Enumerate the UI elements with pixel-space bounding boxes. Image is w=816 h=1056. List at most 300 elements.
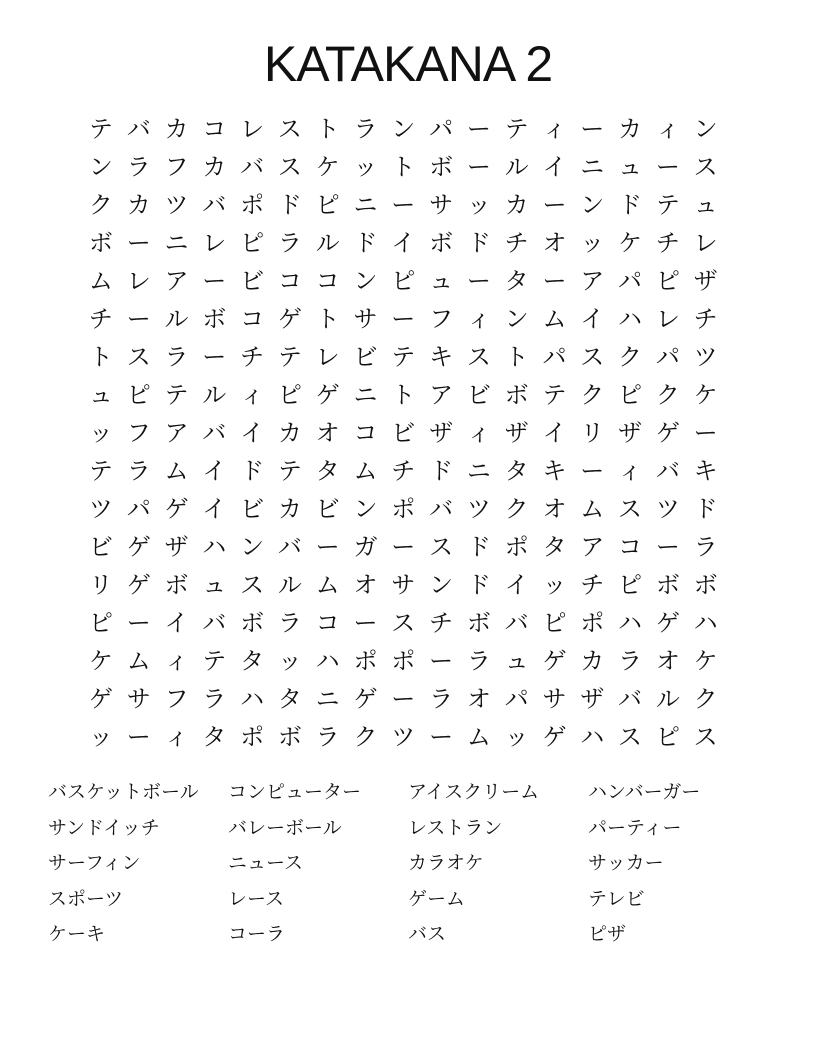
- grid-cell: ポ: [391, 647, 416, 675]
- grid-cell: リ: [88, 571, 113, 599]
- grid-cell: ツ: [88, 495, 113, 523]
- grid-cell: テ: [164, 381, 189, 409]
- grid-cell: ッ: [580, 229, 605, 257]
- grid-cell: ツ: [391, 723, 416, 751]
- grid-cell: バ: [504, 609, 529, 637]
- grid-cell: ス: [618, 495, 643, 523]
- grid-cell: ッ: [353, 153, 378, 181]
- grid-cell: ラ: [126, 153, 151, 181]
- grid-cell: チ: [504, 229, 529, 257]
- grid-cell: ム: [542, 305, 567, 333]
- grid-cell: ビ: [240, 267, 265, 295]
- grid-cell: バ: [240, 153, 265, 181]
- grid-cell: ザ: [504, 419, 529, 447]
- grid-cell: パ: [655, 343, 680, 371]
- grid-cell: ー: [126, 609, 151, 637]
- grid-cell: テ: [391, 343, 416, 371]
- grid-cell: ボ: [429, 153, 454, 181]
- grid-cell: チ: [240, 343, 265, 371]
- word-list-item: ピザ: [588, 923, 627, 945]
- word-search-grid: [82, 110, 725, 756]
- grid-cell: ト: [88, 343, 113, 371]
- grid-cell: サ: [391, 571, 416, 599]
- grid-cell: ー: [202, 267, 227, 295]
- grid-cell: サ: [126, 685, 151, 713]
- grid-cell: オ: [466, 685, 491, 713]
- grid-cell: ス: [693, 723, 718, 751]
- grid-cell: ピ: [88, 609, 113, 637]
- grid-cell: ク: [580, 381, 605, 409]
- grid-cell: ニ: [164, 229, 189, 257]
- grid-cell: ル: [504, 153, 529, 181]
- grid-cell: コ: [353, 419, 378, 447]
- grid-cell: ラ: [126, 457, 151, 485]
- grid-cell: カ: [126, 191, 151, 219]
- grid-cell: ゲ: [655, 609, 680, 637]
- grid-cell: ン: [240, 533, 265, 561]
- grid-cell: イ: [391, 229, 416, 257]
- grid-cell: サ: [542, 685, 567, 713]
- grid-cell: ゲ: [542, 723, 567, 751]
- grid-cell: ル: [202, 381, 227, 409]
- grid-cell: ラ: [618, 647, 643, 675]
- grid-cell: ス: [277, 153, 302, 181]
- grid-cell: イ: [240, 419, 265, 447]
- grid-cell: ュ: [618, 153, 643, 181]
- grid-cell: キ: [429, 343, 454, 371]
- grid-cell: ー: [429, 723, 454, 751]
- grid-cell: テ: [88, 115, 113, 143]
- grid-cell: ュ: [504, 647, 529, 675]
- grid-cell: カ: [504, 191, 529, 219]
- grid-cell: ボ: [504, 381, 529, 409]
- grid-cell: ク: [504, 495, 529, 523]
- grid-cell: コ: [618, 533, 643, 561]
- word-list-item: ケーキ: [48, 923, 106, 945]
- grid-cell: ッ: [88, 419, 113, 447]
- grid-cell: ュ: [693, 191, 718, 219]
- grid-cell: タ: [315, 457, 340, 485]
- grid-cell: ー: [126, 723, 151, 751]
- grid-cell: ン: [353, 495, 378, 523]
- grid-cell: ン: [504, 305, 529, 333]
- grid-cell: バ: [618, 685, 643, 713]
- grid-cell: ニ: [315, 685, 340, 713]
- grid-cell: ィ: [240, 381, 265, 409]
- grid-cell: ケ: [693, 647, 718, 675]
- grid-cell: チ: [88, 305, 113, 333]
- grid-cell: ル: [277, 571, 302, 599]
- grid-cell: ー: [391, 305, 416, 333]
- grid-cell: ピ: [655, 267, 680, 295]
- grid-cell: ア: [164, 419, 189, 447]
- grid-cell: ル: [315, 229, 340, 257]
- grid-cell: ラ: [693, 533, 718, 561]
- grid-cell: イ: [542, 153, 567, 181]
- grid-cell: ー: [580, 115, 605, 143]
- grid-cell: ク: [88, 191, 113, 219]
- grid-cell: ハ: [315, 647, 340, 675]
- grid-cell: ラ: [164, 343, 189, 371]
- grid-cell: ラ: [429, 685, 454, 713]
- grid-cell: ケ: [618, 229, 643, 257]
- grid-cell: ボ: [466, 609, 491, 637]
- grid-cell: イ: [580, 305, 605, 333]
- grid-cell: レ: [240, 115, 265, 143]
- grid-cell: ピ: [618, 381, 643, 409]
- grid-cell: キ: [693, 457, 718, 485]
- grid-cell: ザ: [164, 533, 189, 561]
- grid-cell: ラ: [202, 685, 227, 713]
- word-list-item: ゲーム: [408, 887, 466, 910]
- grid-cell: バ: [202, 419, 227, 447]
- grid-cell: ン: [429, 571, 454, 599]
- grid-cell: ゲ: [542, 647, 567, 675]
- grid-cell: ビ: [466, 381, 491, 409]
- grid-cell: タ: [277, 685, 302, 713]
- grid-cell: ド: [618, 191, 643, 219]
- worksheet-title: KATAKANA 2: [263, 36, 553, 92]
- grid-cell: ピ: [655, 723, 680, 751]
- grid-cell: ラ: [277, 229, 302, 257]
- grid-cell: ン: [391, 115, 416, 143]
- grid-cell: ー: [391, 685, 416, 713]
- grid-cell: ニ: [353, 191, 378, 219]
- grid-cell: ム: [580, 495, 605, 523]
- grid-cell: ス: [277, 115, 302, 143]
- grid-cell: ッ: [504, 723, 529, 751]
- grid-cell: ス: [466, 343, 491, 371]
- grid-cell: ィ: [466, 305, 491, 333]
- grid-cell: バ: [655, 457, 680, 485]
- word-list-item: テレビ: [588, 887, 645, 910]
- grid-cell: ビ: [391, 419, 416, 447]
- grid-cell: ー: [655, 153, 680, 181]
- grid-cell: ド: [466, 229, 491, 257]
- grid-cell: ポ: [504, 533, 529, 561]
- grid-cell: ー: [542, 267, 567, 295]
- grid-cell: ュ: [429, 267, 454, 295]
- grid-cell: ボ: [429, 229, 454, 257]
- grid-cell: ハ: [618, 305, 643, 333]
- word-list-item: サッカー: [588, 852, 664, 874]
- grid-cell: ニ: [580, 153, 605, 181]
- grid-cell: ハ: [618, 609, 643, 637]
- grid-cell: フ: [164, 685, 189, 713]
- grid-cell: ゲ: [353, 685, 378, 713]
- grid-cell: ケ: [315, 153, 340, 181]
- grid-cell: ラ: [353, 115, 378, 143]
- grid-cell: ト: [504, 343, 529, 371]
- grid-cell: チ: [429, 609, 454, 637]
- grid-cell: コ: [240, 305, 265, 333]
- grid-cell: ル: [655, 685, 680, 713]
- grid-cell: フ: [429, 305, 454, 333]
- grid-cell: ム: [353, 457, 378, 485]
- grid-cell: ィ: [542, 115, 567, 143]
- grid-cell: ピ: [126, 381, 151, 409]
- word-list-item: バス: [408, 923, 447, 945]
- grid-cell: ボ: [655, 571, 680, 599]
- grid-cell: タ: [504, 457, 529, 485]
- grid-cell: ド: [277, 191, 302, 219]
- grid-cell: ニ: [466, 457, 491, 485]
- grid-cell: ス: [429, 533, 454, 561]
- grid-cell: バ: [126, 115, 151, 143]
- grid-cell: ゲ: [126, 533, 151, 561]
- grid-cell: オ: [315, 419, 340, 447]
- grid-cell: テ: [504, 115, 529, 143]
- grid-cell: ラ: [466, 647, 491, 675]
- grid-cell: フ: [164, 153, 189, 181]
- grid-cell: ザ: [618, 419, 643, 447]
- grid-cell: ー: [429, 647, 454, 675]
- grid-cell: ー: [542, 191, 567, 219]
- grid-cell: ー: [391, 533, 416, 561]
- grid-cell: ト: [315, 305, 340, 333]
- grid-cell: バ: [202, 609, 227, 637]
- word-list-item: レース: [228, 887, 285, 910]
- grid-cell: ポ: [391, 495, 416, 523]
- grid-cell: イ: [542, 419, 567, 447]
- grid-cell: ゲ: [126, 571, 151, 599]
- grid-cell: ビ: [315, 495, 340, 523]
- grid-cell: ゲ: [88, 685, 113, 713]
- grid-cell: ッ: [88, 723, 113, 751]
- grid-cell: ッ: [277, 647, 302, 675]
- grid-cell: テ: [542, 381, 567, 409]
- grid-cell: パ: [429, 115, 454, 143]
- grid-cell: ザ: [693, 267, 718, 295]
- grid-cell: パ: [126, 495, 151, 523]
- grid-cell: ー: [466, 153, 491, 181]
- grid-cell: カ: [164, 115, 189, 143]
- grid-cell: カ: [580, 647, 605, 675]
- grid-cell: コ: [315, 609, 340, 637]
- grid-cell: ン: [580, 191, 605, 219]
- grid-cell: ポ: [240, 191, 265, 219]
- word-list-item: サーフィン: [48, 852, 141, 874]
- grid-cell: チ: [391, 457, 416, 485]
- grid-cell: チ: [580, 571, 605, 599]
- grid-cell: カ: [277, 419, 302, 447]
- grid-cell: ゲ: [164, 495, 189, 523]
- grid-cell: チ: [655, 229, 680, 257]
- grid-cell: ハ: [202, 533, 227, 561]
- grid-cell: ピ: [240, 229, 265, 257]
- grid-cell: ー: [391, 191, 416, 219]
- grid-cell: ス: [580, 343, 605, 371]
- grid-cell: パ: [542, 343, 567, 371]
- grid-cell: ー: [315, 533, 340, 561]
- grid-cell: ド: [466, 533, 491, 561]
- grid-cell: ッ: [466, 191, 491, 219]
- grid-cell: ツ: [164, 191, 189, 219]
- word-list-item: ニュース: [228, 852, 304, 874]
- grid-cell: レ: [126, 267, 151, 295]
- grid-cell: ツ: [466, 495, 491, 523]
- grid-cell: ポ: [580, 609, 605, 637]
- grid-cell: オ: [655, 647, 680, 675]
- grid-cell: ガ: [353, 533, 378, 561]
- grid-cell: ー: [466, 115, 491, 143]
- grid-cell: タ: [504, 267, 529, 295]
- word-list-item: コーラ: [228, 923, 286, 945]
- grid-cell: レ: [202, 229, 227, 257]
- grid-cell: ィ: [164, 647, 189, 675]
- word-list-item: アイスクリーム: [408, 781, 540, 803]
- grid-cell: ピ: [391, 267, 416, 295]
- grid-cell: リ: [580, 419, 605, 447]
- grid-cell: カ: [618, 115, 643, 143]
- grid-cell: ボ: [240, 609, 265, 637]
- grid-cell: ア: [429, 381, 454, 409]
- grid-cell: ド: [693, 495, 718, 523]
- grid-cell: ゲ: [315, 381, 340, 409]
- grid-cell: ア: [580, 267, 605, 295]
- grid-cell: ハ: [240, 685, 265, 713]
- grid-cell: カ: [202, 153, 227, 181]
- grid-cell: ビ: [88, 533, 113, 561]
- grid-cell: ビ: [240, 495, 265, 523]
- grid-cell: ム: [126, 647, 151, 675]
- grid-cell: ー: [466, 267, 491, 295]
- grid-cell: サ: [353, 305, 378, 333]
- grid-cell: ビ: [353, 343, 378, 371]
- grid-cell: タ: [202, 723, 227, 751]
- grid-cell: ン: [88, 153, 113, 181]
- grid-cell: イ: [202, 495, 227, 523]
- grid-cell: ピ: [315, 191, 340, 219]
- word-list-item: サンドイッチ: [48, 816, 160, 839]
- word-list-item: レストラン: [408, 816, 503, 839]
- grid-cell: バ: [202, 191, 227, 219]
- grid-cell: ボ: [277, 723, 302, 751]
- grid-cell: タ: [240, 647, 265, 675]
- grid-cell: オ: [542, 495, 567, 523]
- grid-cell: コ: [315, 267, 340, 295]
- grid-cell: ハ: [580, 723, 605, 751]
- grid-cell: ト: [315, 115, 340, 143]
- grid-cell: コ: [277, 267, 302, 295]
- grid-cell: カ: [277, 495, 302, 523]
- grid-cell: ク: [618, 343, 643, 371]
- grid-cell: ン: [693, 115, 718, 143]
- grid-cell: バ: [277, 533, 302, 561]
- grid-cell: ー: [126, 229, 151, 257]
- word-list-item: バレーボール: [228, 816, 342, 839]
- grid-cell: ス: [391, 609, 416, 637]
- grid-cell: ニ: [353, 381, 378, 409]
- grid-cell: イ: [504, 571, 529, 599]
- grid-cell: ー: [126, 305, 151, 333]
- grid-cell: パ: [504, 685, 529, 713]
- grid-cell: ー: [353, 609, 378, 637]
- grid-cell: ィ: [655, 115, 680, 143]
- grid-cell: ラ: [315, 723, 340, 751]
- grid-cell: ク: [353, 723, 378, 751]
- grid-cell: チ: [693, 305, 718, 333]
- grid-cell: テ: [277, 343, 302, 371]
- grid-cell: テ: [277, 457, 302, 485]
- grid-cell: ラ: [277, 609, 302, 637]
- grid-cell: パ: [618, 267, 643, 295]
- grid-cell: テ: [202, 647, 227, 675]
- grid-cell: バ: [429, 495, 454, 523]
- grid-cell: イ: [164, 609, 189, 637]
- grid-cell: ゲ: [655, 419, 680, 447]
- grid-cell: ス: [126, 343, 151, 371]
- grid-cell: ム: [88, 267, 113, 295]
- grid-cell: ト: [391, 381, 416, 409]
- grid-cell: オ: [353, 571, 378, 599]
- grid-cell: ル: [164, 305, 189, 333]
- grid-cell: レ: [315, 343, 340, 371]
- grid-cell: ポ: [240, 723, 265, 751]
- grid-cell: ー: [580, 457, 605, 485]
- grid-cell: ク: [693, 685, 718, 713]
- grid-cell: ザ: [580, 685, 605, 713]
- grid-cell: ポ: [353, 647, 378, 675]
- grid-cell: ハ: [693, 609, 718, 637]
- grid-cell: ア: [164, 267, 189, 295]
- grid-cell: ケ: [693, 381, 718, 409]
- grid-cell: ド: [466, 571, 491, 599]
- grid-cell: フ: [126, 419, 151, 447]
- grid-cell: ピ: [277, 381, 302, 409]
- grid-cell: ボ: [693, 571, 718, 599]
- grid-cell: キ: [542, 457, 567, 485]
- grid-cell: ー: [202, 343, 227, 371]
- grid-cell: ー: [655, 533, 680, 561]
- word-list-item: バスケットボール: [48, 781, 199, 803]
- grid-cell: ツ: [693, 343, 718, 371]
- grid-cell: ム: [466, 723, 491, 751]
- word-list-item: パーティー: [588, 816, 682, 839]
- grid-cell: ド: [353, 229, 378, 257]
- grid-cell: ケ: [88, 647, 113, 675]
- grid-cell: ス: [693, 153, 718, 181]
- grid-cell: ア: [580, 533, 605, 561]
- grid-cell: サ: [429, 191, 454, 219]
- grid-cell: ィ: [618, 457, 643, 485]
- grid-cell: オ: [542, 229, 567, 257]
- grid-cell: ィ: [466, 419, 491, 447]
- word-list: [48, 778, 768, 956]
- grid-cell: ド: [240, 457, 265, 485]
- grid-cell: ド: [429, 457, 454, 485]
- grid-cell: ザ: [429, 419, 454, 447]
- grid-cell: イ: [202, 457, 227, 485]
- word-list-item: カラオケ: [408, 852, 484, 874]
- grid-cell: ン: [353, 267, 378, 295]
- grid-cell: ム: [315, 571, 340, 599]
- grid-cell: ト: [391, 153, 416, 181]
- grid-cell: ー: [693, 419, 718, 447]
- grid-cell: ボ: [164, 571, 189, 599]
- grid-cell: ム: [164, 457, 189, 485]
- grid-cell: ス: [240, 571, 265, 599]
- word-list-item: ハンバーガー: [588, 781, 701, 803]
- grid-cell: レ: [655, 305, 680, 333]
- grid-cell: ク: [655, 381, 680, 409]
- grid-cell: ボ: [88, 229, 113, 257]
- grid-cell: ィ: [164, 723, 189, 751]
- word-list-item: スポーツ: [48, 887, 124, 910]
- grid-cell: タ: [542, 533, 567, 561]
- word-list-item: コンピューター: [228, 781, 362, 803]
- grid-cell: コ: [202, 115, 227, 143]
